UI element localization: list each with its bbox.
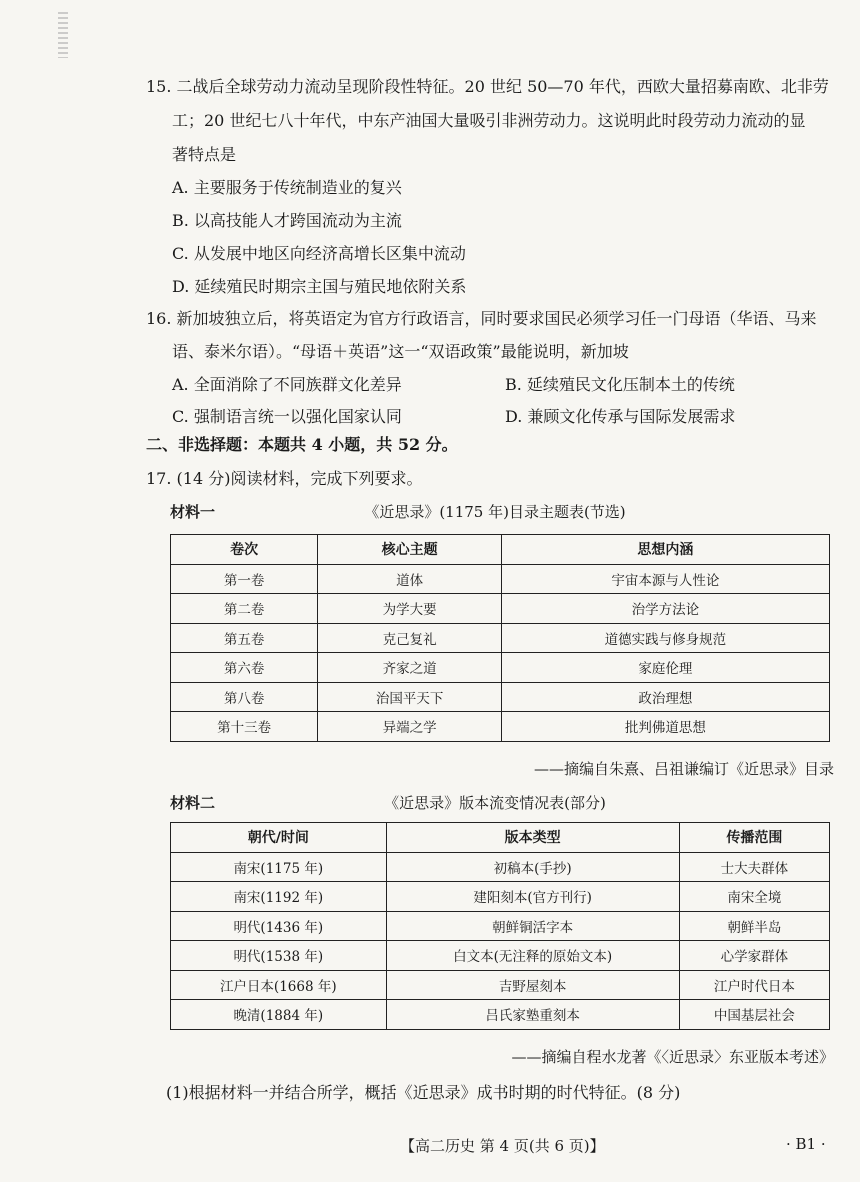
q15-line-1: 15. 二战后全球劳动力流动呈现阶段性特征。20 世纪 50—70 年代，西欧大量招募南欧、北非劳	[146, 77, 829, 96]
table-header: 思想内涵	[501, 535, 829, 565]
q15-option-d: D. 延续殖民时期宗主国与殖民地依附关系	[172, 277, 467, 296]
table-cell: 江户日本(1668 年)	[171, 970, 387, 1000]
table-row	[171, 911, 830, 941]
material-1-label: 材料一	[170, 503, 216, 521]
table-cell: 为学大要	[318, 594, 502, 624]
table-cell: 治学方法论	[501, 594, 829, 624]
table-row	[171, 882, 830, 912]
table-cell: 朝鲜铜活字本	[386, 911, 679, 941]
table-cell: 初稿本(手抄)	[386, 852, 679, 882]
q15-option-b: B. 以高技能人才跨国流动为主流	[172, 211, 402, 230]
binding-mark	[58, 12, 68, 58]
table-cell: 第二卷	[171, 594, 318, 624]
table-cell: 南宋(1175 年)	[171, 852, 387, 882]
material-2-source: ——摘编自程水龙著《〈近思录〉东亚版本考述》	[511, 1048, 834, 1066]
table-cell: 道体	[318, 564, 502, 594]
material-1-title: 《近思录》(1175 年)目录主题表(节选)	[364, 503, 626, 521]
table-cell: 吉野屋刻本	[386, 970, 679, 1000]
table-header: 朝代/时间	[171, 823, 387, 853]
table-cell: 道德实践与修身规范	[501, 623, 829, 653]
table-row	[171, 712, 830, 742]
q16-option-c: C. 强制语言统一以强化国家认同	[172, 407, 402, 426]
table-cell: 心学家群体	[679, 941, 829, 971]
table-cell: 第八卷	[171, 682, 318, 712]
table-row	[171, 941, 830, 971]
table-header: 传播范围	[679, 823, 829, 853]
q17-sub-question-1: (1)根据材料一并结合所学，概括《近思录》成书时期的时代特征。(8 分)	[166, 1083, 681, 1102]
table-header: 版本类型	[386, 823, 679, 853]
table-header: 卷次	[171, 535, 318, 565]
table-header: 核心主题	[318, 535, 502, 565]
table-row	[171, 623, 830, 653]
material-1-source: ——摘编自朱熹、吕祖谦编订《近思录》目录	[533, 760, 834, 778]
table-cell: 白文本(无注释的原始文本)	[386, 941, 679, 971]
q15-line-3: 著特点是	[172, 145, 237, 164]
table-row	[171, 1000, 830, 1030]
table-row	[171, 653, 830, 683]
table-cell: 明代(1538 年)	[171, 941, 387, 971]
table-cell: 吕氏家塾重刻本	[386, 1000, 679, 1030]
table-cell: 克己复礼	[318, 623, 502, 653]
q16-line-1: 16. 新加坡独立后，将英语定为官方行政语言，同时要求国民必须学习任一门母语（华语、马来	[146, 309, 817, 328]
table-cell: 齐家之道	[318, 653, 502, 683]
table-cell: 南宋全境	[679, 882, 829, 912]
table-cell: 晚清(1884 年)	[171, 1000, 387, 1030]
table-cell: 中国基层社会	[679, 1000, 829, 1030]
table-cell: 政治理想	[501, 682, 829, 712]
q15-option-a: A. 主要服务于传统制造业的复兴	[172, 178, 402, 197]
table-cell: 治国平天下	[318, 682, 502, 712]
q15-line-2: 工；20 世纪七八十年代，中东产油国大量吸引非洲劳动力。这说明此时段劳动力流动的显	[172, 111, 806, 130]
table-cell: 第五卷	[171, 623, 318, 653]
table-row	[171, 682, 830, 712]
table-cell: 明代(1436 年)	[171, 911, 387, 941]
material-1-table	[170, 534, 830, 742]
table-cell: 建阳刻本(官方刊行)	[386, 882, 679, 912]
q16-option-d: D. 兼顾文化传承与国际发展需求	[505, 407, 736, 426]
table-cell: 宇宙本源与人性论	[501, 564, 829, 594]
table-row	[171, 970, 830, 1000]
table-cell: 家庭伦理	[501, 653, 829, 683]
table-cell: 第一卷	[171, 564, 318, 594]
material-2-label: 材料二	[170, 794, 216, 812]
table-row	[171, 564, 830, 594]
material-2-title: 《近思录》版本流变情况表(部分)	[384, 794, 606, 812]
table-cell: 南宋(1192 年)	[171, 882, 387, 912]
table-cell: 士大夫群体	[679, 852, 829, 882]
section-heading: 二、非选择题：本题共 4 小题，共 52 分。	[146, 435, 458, 454]
material-2-table	[170, 822, 830, 1030]
q15-option-c: C. 从发展中地区向经济高增长区集中流动	[172, 244, 466, 263]
table-row	[171, 852, 830, 882]
page-code: · B1 ·	[786, 1135, 826, 1153]
table-row	[171, 594, 830, 624]
table-cell: 江户时代日本	[679, 970, 829, 1000]
table-cell: 第十三卷	[171, 712, 318, 742]
q16-option-a: A. 全面消除了不同族群文化差异	[172, 375, 402, 394]
q16-option-b: B. 延续殖民文化压制本土的传统	[505, 375, 735, 394]
table-cell: 异端之学	[318, 712, 502, 742]
page-footer: 【高二历史 第 4 页(共 6 页)】	[400, 1137, 605, 1155]
table-cell: 第六卷	[171, 653, 318, 683]
table-cell: 朝鲜半岛	[679, 911, 829, 941]
q16-line-2: 语、泰米尔语）。“母语＋英语”这一“双语政策”最能说明，新加坡	[172, 342, 629, 361]
table-cell: 批判佛道思想	[501, 712, 829, 742]
q17-intro: 17. (14 分)阅读材料，完成下列要求。	[146, 469, 423, 488]
